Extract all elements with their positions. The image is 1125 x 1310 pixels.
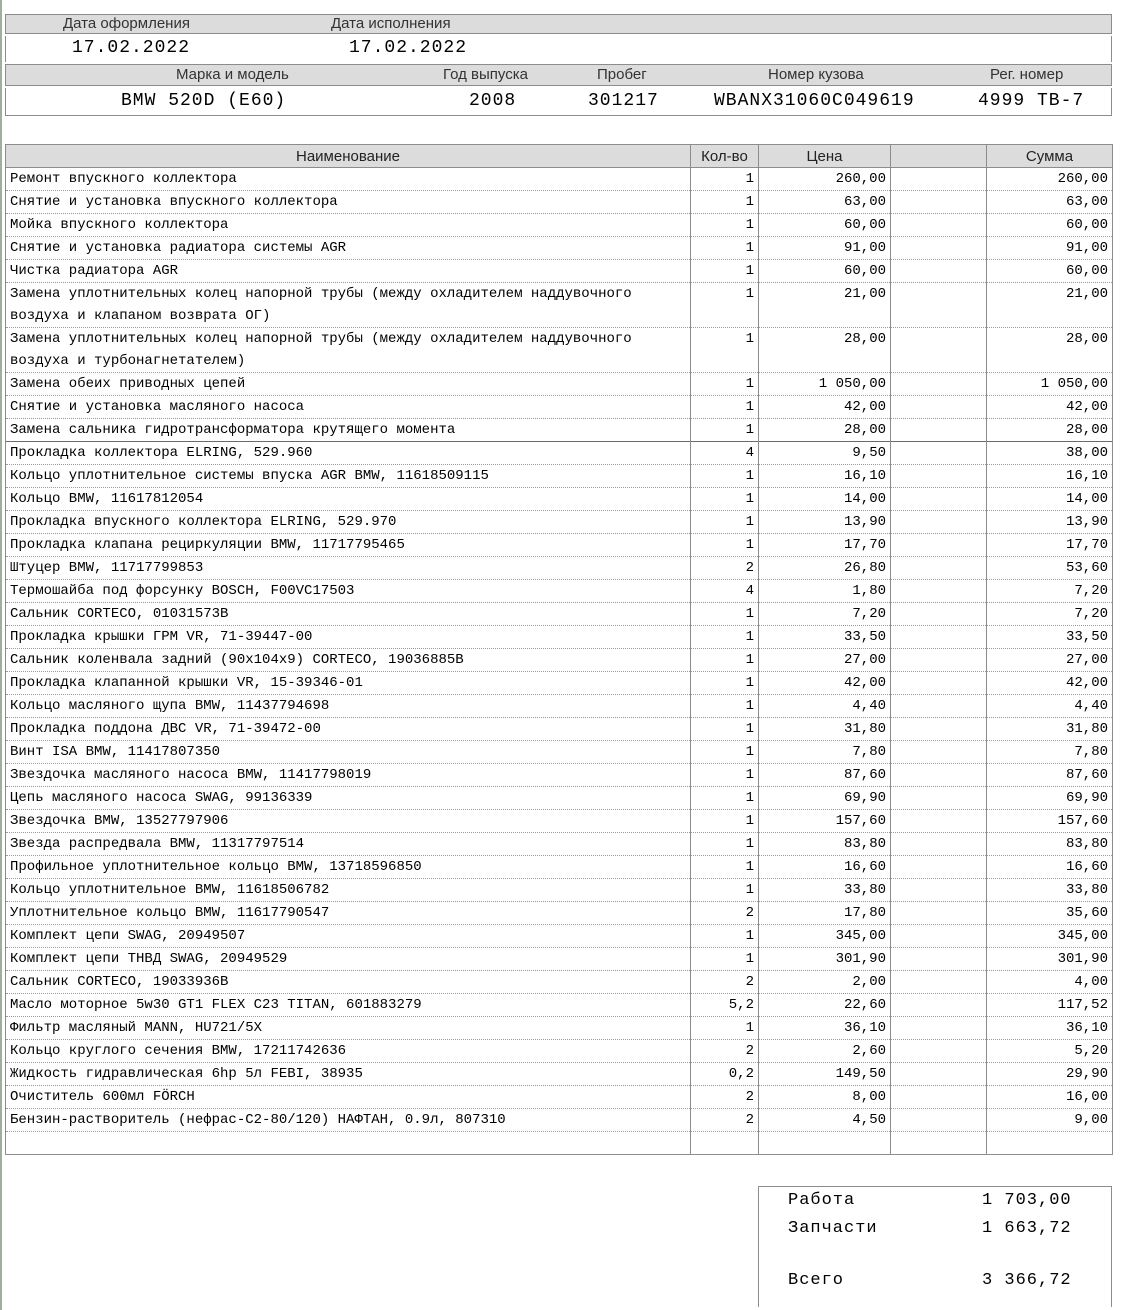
item-extra: [891, 718, 987, 741]
item-qty: 1: [691, 328, 759, 373]
table-row: [6, 626, 1113, 649]
item-sum: 60,00: [987, 214, 1113, 237]
item-name: Кольцо уплотнительное BMW, 11618506782: [6, 879, 691, 902]
date-labels-bar: [5, 14, 1112, 34]
col-price-header: Цена: [759, 145, 891, 168]
item-price: 7,80: [759, 741, 891, 764]
table-row-blank: [6, 1132, 1113, 1155]
item-sum: 42,00: [987, 672, 1113, 695]
item-name: Винт ISA BMW, 11417807350: [6, 741, 691, 764]
table-row: [6, 260, 1113, 283]
item-name: Прокладка крышки ГРМ VR, 71-39447-00: [6, 626, 691, 649]
item-qty: 1: [691, 741, 759, 764]
table-row: [6, 787, 1113, 810]
item-name: Штуцер BMW, 11717799853: [6, 557, 691, 580]
item-sum: 38,00: [987, 442, 1113, 465]
item-name: Цепь масляного насоса SWAG, 99136339: [6, 787, 691, 810]
col-extra-header: [891, 145, 987, 168]
item-extra: [891, 879, 987, 902]
item-price: 7,20: [759, 603, 891, 626]
blank-cell: [6, 1132, 691, 1155]
mileage-label: Пробег: [597, 66, 647, 83]
item-name: Чистка радиатора AGR: [6, 260, 691, 283]
item-price: 33,80: [759, 879, 891, 902]
item-sum: 7,20: [987, 603, 1113, 626]
item-price: 8,00: [759, 1086, 891, 1109]
item-price: 2,00: [759, 971, 891, 994]
model-value: BMW 520D (E60): [121, 91, 287, 111]
table-row: [6, 191, 1113, 214]
item-extra: [891, 1086, 987, 1109]
item-extra: [891, 465, 987, 488]
item-extra: [891, 442, 987, 465]
item-qty: 2: [691, 1109, 759, 1132]
parts-total: 1 663,72: [982, 1219, 1072, 1238]
item-sum: 16,10: [987, 465, 1113, 488]
date-order-label: Дата оформления: [63, 15, 190, 32]
item-price: 4,40: [759, 695, 891, 718]
table-row: [6, 925, 1113, 948]
table-row: [6, 557, 1113, 580]
item-extra: [891, 580, 987, 603]
item-price: 69,90: [759, 787, 891, 810]
item-extra: [891, 741, 987, 764]
item-sum: 16,60: [987, 856, 1113, 879]
table-row: [6, 856, 1113, 879]
item-extra: [891, 994, 987, 1017]
item-sum: 91,00: [987, 237, 1113, 260]
item-sum: 83,80: [987, 833, 1113, 856]
model-label: Марка и модель: [176, 66, 289, 83]
date-exec-label: Дата исполнения: [331, 15, 451, 32]
item-price: 17,70: [759, 534, 891, 557]
item-sum: 87,60: [987, 764, 1113, 787]
date-order-value: 17.02.2022: [72, 38, 191, 58]
item-qty: 0,2: [691, 1063, 759, 1086]
blank-cell: [891, 1132, 987, 1155]
table-row: [6, 833, 1113, 856]
item-sum: 28,00: [987, 328, 1113, 373]
item-extra: [891, 695, 987, 718]
item-price: 42,00: [759, 672, 891, 695]
reg-label: Рег. номер: [990, 66, 1064, 83]
item-name: Прокладка коллектора ELRING, 529.960: [6, 442, 691, 465]
item-name: Кольцо масляного щупа BMW, 11437794698: [6, 695, 691, 718]
item-sum: 301,90: [987, 948, 1113, 971]
item-sum: 60,00: [987, 260, 1113, 283]
item-name: Прокладка клапана рециркуляции BMW, 11717795465: [6, 534, 691, 557]
item-sum: 28,00: [987, 419, 1113, 442]
item-name: Кольцо BMW, 11617812054: [6, 488, 691, 511]
item-extra: [891, 971, 987, 994]
item-extra: [891, 237, 987, 260]
item-name: Сальник коленвала задний (90x104x9) CORTECO, 19036885B: [6, 649, 691, 672]
item-extra: [891, 191, 987, 214]
item-name: Сальник CORTECO, 01031573B: [6, 603, 691, 626]
item-price: 31,80: [759, 718, 891, 741]
item-name: Ремонт впускного коллектора: [6, 168, 691, 191]
items-table: [5, 144, 1113, 1155]
item-price: 28,00: [759, 419, 891, 442]
item-qty: 1: [691, 718, 759, 741]
table-row: [6, 879, 1113, 902]
item-name: Снятие и установка масляного насоса: [6, 396, 691, 419]
item-name: Сальник CORTECO, 19033936B: [6, 971, 691, 994]
item-sum: 7,80: [987, 741, 1113, 764]
item-price: 9,50: [759, 442, 891, 465]
item-name: Звездочка масляного насоса BMW, 11417798019: [6, 764, 691, 787]
col-qty-header: Кол-во: [691, 145, 759, 168]
grand-total: 3 366,72: [982, 1271, 1072, 1290]
item-name: Профильное уплотнительное кольцо BMW, 13718596850: [6, 856, 691, 879]
item-extra: [891, 649, 987, 672]
item-qty: 2: [691, 557, 759, 580]
item-extra: [891, 810, 987, 833]
table-row: [6, 603, 1113, 626]
item-name: Жидкость гидравлическая 6hp 5л FEBI, 38935: [6, 1063, 691, 1086]
item-price: 260,00: [759, 168, 891, 191]
item-qty: 1: [691, 191, 759, 214]
item-price: 60,00: [759, 214, 891, 237]
table-row: [6, 1086, 1113, 1109]
item-name: Звезда распредвала BMW, 11317797514: [6, 833, 691, 856]
item-sum: 17,70: [987, 534, 1113, 557]
item-qty: 2: [691, 1040, 759, 1063]
item-price: 1 050,00: [759, 373, 891, 396]
item-price: 1,80: [759, 580, 891, 603]
table-row: [6, 994, 1113, 1017]
item-price: 87,60: [759, 764, 891, 787]
item-qty: 1: [691, 810, 759, 833]
item-qty: 1: [691, 925, 759, 948]
table-header-row: [6, 145, 1113, 168]
item-qty: 1: [691, 649, 759, 672]
item-extra: [891, 833, 987, 856]
item-name: Термошайба под форсунку BOSCH, F00VC17503: [6, 580, 691, 603]
year-value: 2008: [469, 91, 517, 111]
item-price: 16,60: [759, 856, 891, 879]
blank-cell: [759, 1132, 891, 1155]
item-extra: [891, 511, 987, 534]
mileage-value: 301217: [588, 91, 659, 111]
totals-divider-left: [758, 1187, 759, 1307]
item-sum: 31,80: [987, 718, 1113, 741]
totals-divider-right: [1111, 1187, 1112, 1307]
left-rule: [0, 0, 2, 1310]
item-qty: 1: [691, 672, 759, 695]
item-extra: [891, 214, 987, 237]
item-sum: 157,60: [987, 810, 1113, 833]
item-price: 2,60: [759, 1040, 891, 1063]
item-sum: 260,00: [987, 168, 1113, 191]
item-qty: 1: [691, 948, 759, 971]
item-extra: [891, 557, 987, 580]
item-extra: [891, 764, 987, 787]
table-row: [6, 971, 1113, 994]
item-name: Масло моторное 5w30 GT1 FLEX C23 TITAN, 601883279: [6, 994, 691, 1017]
item-extra: [891, 948, 987, 971]
table-row: [6, 442, 1113, 465]
item-price: 14,00: [759, 488, 891, 511]
item-qty: 1: [691, 787, 759, 810]
table-row: [6, 534, 1113, 557]
item-extra: [891, 1017, 987, 1040]
table-row: [6, 649, 1113, 672]
item-qty: 1: [691, 260, 759, 283]
item-extra: [891, 373, 987, 396]
table-row: [6, 419, 1113, 442]
work-total: 1 703,00: [982, 1191, 1072, 1210]
item-name: Прокладка впускного коллектора ELRING, 529.970: [6, 511, 691, 534]
item-qty: 4: [691, 580, 759, 603]
item-qty: 1: [691, 237, 759, 260]
item-name: Замена уплотнительных колец напорной трубы (между охладителем наддувочного воздуха и клапаном возврата ОГ): [6, 283, 691, 328]
item-extra: [891, 672, 987, 695]
item-name: Прокладка клапанной крышки VR, 15-39346-01: [6, 672, 691, 695]
item-sum: 13,90: [987, 511, 1113, 534]
item-extra: [891, 902, 987, 925]
item-extra: [891, 787, 987, 810]
item-name: Замена обеих приводных цепей: [6, 373, 691, 396]
item-sum: 9,00: [987, 1109, 1113, 1132]
vin-label: Номер кузова: [768, 66, 864, 83]
item-sum: 33,80: [987, 879, 1113, 902]
item-price: 21,00: [759, 283, 891, 328]
item-qty: 1: [691, 396, 759, 419]
item-extra: [891, 260, 987, 283]
item-name: Уплотнительное кольцо BMW, 11617790547: [6, 902, 691, 925]
item-extra: [891, 534, 987, 557]
item-price: 26,80: [759, 557, 891, 580]
item-sum: 63,00: [987, 191, 1113, 214]
item-name: Комплект цепи SWAG, 20949507: [6, 925, 691, 948]
vehicle-labels-bar: [5, 64, 1112, 86]
item-price: 149,50: [759, 1063, 891, 1086]
table-row: [6, 237, 1113, 260]
table-row: [6, 328, 1113, 373]
table-row: [6, 1063, 1113, 1086]
item-name: Звездочка BMW, 13527797906: [6, 810, 691, 833]
item-qty: 1: [691, 214, 759, 237]
table-row: [6, 741, 1113, 764]
table-row: [6, 948, 1113, 971]
item-extra: [891, 603, 987, 626]
item-name: Бензин-растворитель (нефрас-С2-80/120) НАФТАН, 0.9л, 807310: [6, 1109, 691, 1132]
table-row: [6, 168, 1113, 191]
table-row: [6, 695, 1113, 718]
item-qty: 1: [691, 879, 759, 902]
item-price: 33,50: [759, 626, 891, 649]
item-price: 36,10: [759, 1017, 891, 1040]
item-name: Замена уплотнительных колец напорной трубы (между охладителем наддувочного воздуха и турбонагнетателем): [6, 328, 691, 373]
item-name: Фильтр масляный MANN, HU721/5X: [6, 1017, 691, 1040]
item-price: 83,80: [759, 833, 891, 856]
item-sum: 21,00: [987, 283, 1113, 328]
date-values-row: [5, 36, 1112, 62]
table-row: [6, 511, 1113, 534]
item-name: Очиститель 600мл FÖRCH: [6, 1086, 691, 1109]
item-price: 42,00: [759, 396, 891, 419]
item-sum: 5,20: [987, 1040, 1113, 1063]
item-qty: 1: [691, 695, 759, 718]
items-body: [6, 168, 1113, 1155]
item-sum: 42,00: [987, 396, 1113, 419]
item-price: 63,00: [759, 191, 891, 214]
vin-value: WBANX31060C049619: [714, 91, 915, 111]
table-row: [6, 1017, 1113, 1040]
item-price: 91,00: [759, 237, 891, 260]
item-qty: 1: [691, 373, 759, 396]
item-sum: 1 050,00: [987, 373, 1113, 396]
item-name: Мойка впускного коллектора: [6, 214, 691, 237]
item-price: 27,00: [759, 649, 891, 672]
item-name: Прокладка поддона ДВС VR, 71-39472-00: [6, 718, 691, 741]
item-price: 22,60: [759, 994, 891, 1017]
table-row: [6, 1040, 1113, 1063]
item-qty: 5,2: [691, 994, 759, 1017]
item-name: Замена сальника гидротрансформатора крутящего момента: [6, 419, 691, 442]
item-qty: 4: [691, 442, 759, 465]
item-sum: 14,00: [987, 488, 1113, 511]
table-row: [6, 672, 1113, 695]
item-sum: 117,52: [987, 994, 1113, 1017]
item-sum: 33,50: [987, 626, 1113, 649]
item-extra: [891, 419, 987, 442]
item-extra: [891, 488, 987, 511]
table-row: [6, 580, 1113, 603]
table-row: [6, 214, 1113, 237]
item-extra: [891, 1063, 987, 1086]
item-sum: 53,60: [987, 557, 1113, 580]
item-price: 16,10: [759, 465, 891, 488]
item-sum: 36,10: [987, 1017, 1113, 1040]
item-qty: 1: [691, 764, 759, 787]
item-qty: 1: [691, 419, 759, 442]
table-row: [6, 488, 1113, 511]
parts-label: Запчасти: [788, 1219, 878, 1238]
item-price: 301,90: [759, 948, 891, 971]
item-extra: [891, 168, 987, 191]
item-name: Кольцо круглого сечения BMW, 17211742636: [6, 1040, 691, 1063]
item-sum: 7,20: [987, 580, 1113, 603]
item-qty: 1: [691, 856, 759, 879]
item-name: Кольцо уплотнительное системы впуска AGR BMW, 11618509115: [6, 465, 691, 488]
table-row: [6, 718, 1113, 741]
item-price: 13,90: [759, 511, 891, 534]
totals-block: [758, 1186, 1112, 1307]
table-row: [6, 465, 1113, 488]
date-exec-value: 17.02.2022: [349, 38, 468, 58]
table-row: [6, 1109, 1113, 1132]
item-qty: 1: [691, 283, 759, 328]
item-extra: [891, 856, 987, 879]
item-qty: 1: [691, 465, 759, 488]
item-sum: 29,90: [987, 1063, 1113, 1086]
item-qty: 1: [691, 488, 759, 511]
item-name: Снятие и установка радиатора системы AGR: [6, 237, 691, 260]
item-qty: 1: [691, 511, 759, 534]
total-label: Всего: [788, 1271, 845, 1290]
item-sum: 27,00: [987, 649, 1113, 672]
item-sum: 69,90: [987, 787, 1113, 810]
item-qty: 2: [691, 1086, 759, 1109]
table-row: [6, 764, 1113, 787]
work-label: Работа: [788, 1191, 856, 1210]
item-name: Комплект цепи ТНВД SWAG, 20949529: [6, 948, 691, 971]
item-sum: 35,60: [987, 902, 1113, 925]
item-extra: [891, 283, 987, 328]
table-row: [6, 373, 1113, 396]
item-extra: [891, 626, 987, 649]
item-sum: 4,00: [987, 971, 1113, 994]
reg-value: 4999 TB-7: [978, 91, 1085, 111]
item-sum: 4,40: [987, 695, 1113, 718]
table-row: [6, 810, 1113, 833]
item-extra: [891, 1040, 987, 1063]
col-name-header: Наименование: [6, 145, 691, 168]
item-sum: 345,00: [987, 925, 1113, 948]
item-price: 157,60: [759, 810, 891, 833]
item-price: 4,50: [759, 1109, 891, 1132]
item-qty: 1: [691, 168, 759, 191]
item-sum: 16,00: [987, 1086, 1113, 1109]
col-sum-header: Сумма: [987, 145, 1113, 168]
item-price: 28,00: [759, 328, 891, 373]
item-qty: 1: [691, 833, 759, 856]
table-row: [6, 283, 1113, 328]
item-extra: [891, 925, 987, 948]
item-qty: 2: [691, 902, 759, 925]
item-price: 345,00: [759, 925, 891, 948]
item-qty: 2: [691, 971, 759, 994]
item-extra: [891, 328, 987, 373]
item-price: 17,80: [759, 902, 891, 925]
item-qty: 1: [691, 534, 759, 557]
year-label: Год выпуска: [443, 66, 528, 83]
blank-cell: [987, 1132, 1113, 1155]
item-qty: 1: [691, 1017, 759, 1040]
item-name: Снятие и установка впускного коллектора: [6, 191, 691, 214]
blank-cell: [691, 1132, 759, 1155]
item-qty: 1: [691, 603, 759, 626]
item-extra: [891, 1109, 987, 1132]
item-extra: [891, 396, 987, 419]
item-price: 60,00: [759, 260, 891, 283]
table-row: [6, 396, 1113, 419]
vehicle-values-row: [5, 88, 1112, 116]
table-row: [6, 902, 1113, 925]
item-qty: 1: [691, 626, 759, 649]
